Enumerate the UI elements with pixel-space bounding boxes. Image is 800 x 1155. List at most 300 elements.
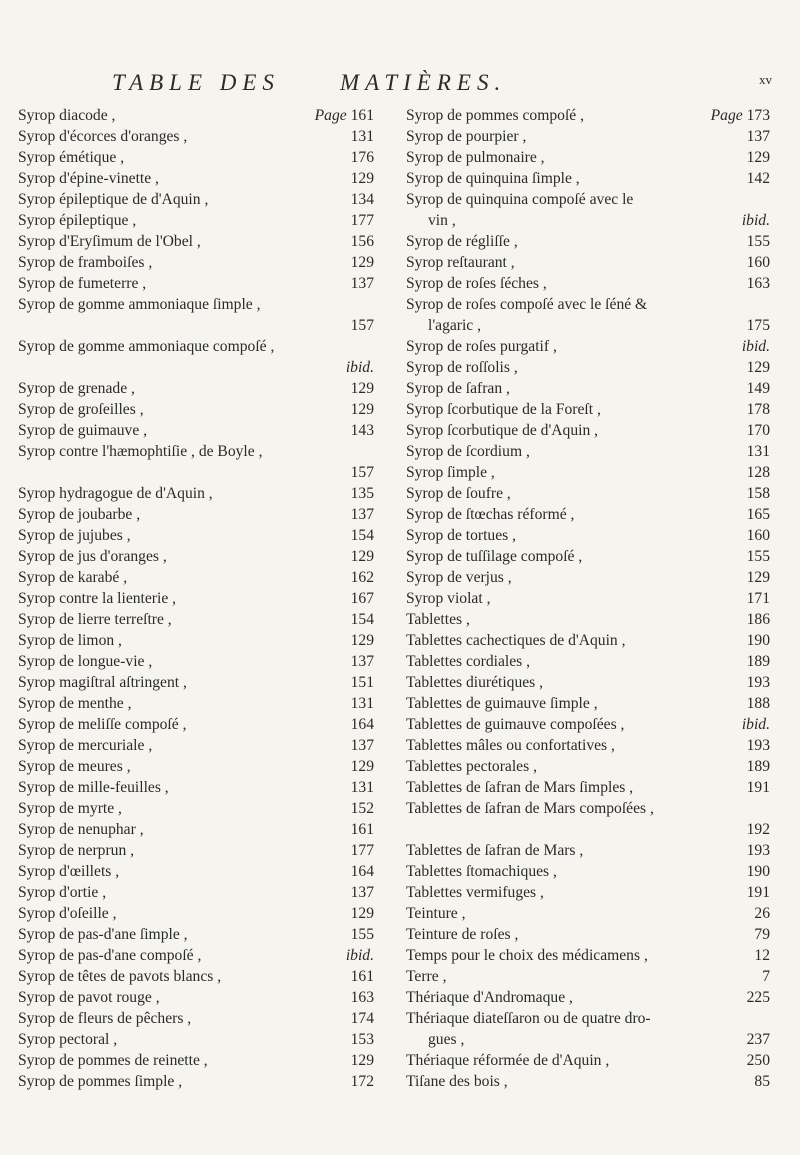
entry-page-group xyxy=(741,672,770,693)
entry-page-group xyxy=(741,462,770,483)
entry-page-group xyxy=(345,399,374,420)
entry-text: Syrop de mercuriale , xyxy=(18,737,153,754)
entry-page: 79 xyxy=(754,926,770,943)
entry-page: 193 xyxy=(746,737,770,754)
entry-page: 189 xyxy=(746,653,770,670)
entry-page: 149 xyxy=(746,380,770,397)
index-entry xyxy=(406,966,770,987)
entry-page-group xyxy=(345,252,374,273)
entry-text: Syrop de tuſſilage compoſé , xyxy=(406,548,583,565)
entry-page-group xyxy=(741,273,770,294)
entry-page-group xyxy=(345,672,374,693)
entry-page-group xyxy=(345,1029,374,1050)
entry-page-line xyxy=(18,315,374,336)
index-entry xyxy=(18,630,374,651)
entry-text: Teinture de roſes , xyxy=(406,926,519,943)
entry-text: Syrop de tortues , xyxy=(406,527,517,544)
entry-page-group xyxy=(741,126,770,147)
index-entry xyxy=(18,147,374,168)
index-entry xyxy=(406,840,770,861)
entry-page: 129 xyxy=(746,359,770,376)
entry-page: 153 xyxy=(350,1031,374,1048)
index-entry xyxy=(18,567,374,588)
entry-page-group xyxy=(345,987,374,1008)
entry-page-group xyxy=(345,609,374,630)
index-column-left xyxy=(18,105,374,1092)
index-entry xyxy=(18,882,374,903)
entry-text: Thériaque réformée de d'Aquin , xyxy=(406,1052,610,1069)
entry-page: 155 xyxy=(350,926,374,943)
entry-text: Tablettes de ſafran de Mars ſimples , xyxy=(406,779,634,796)
index-entry xyxy=(18,105,374,126)
entry-page: 160 xyxy=(746,527,770,544)
entry-page-group xyxy=(345,756,374,777)
entry-text: Tablettes cachectiques de d'Aquin , xyxy=(406,632,626,649)
index-entry xyxy=(406,987,770,1008)
entry-page-line xyxy=(18,357,374,378)
entry-page: 131 xyxy=(746,443,770,460)
entry-text: Syrop de têtes de pavots blancs , xyxy=(18,968,222,985)
header-right: MATIÈRES. xyxy=(340,70,507,95)
entry-page-group xyxy=(741,630,770,651)
entry-page-group xyxy=(741,483,770,504)
entry-text: Syrop de groſeilles , xyxy=(18,401,144,418)
running-header xyxy=(112,70,772,98)
index-entry xyxy=(406,1008,770,1050)
index-entry xyxy=(18,651,374,672)
index-entry xyxy=(406,1050,770,1071)
entry-text: Syrop de nerprun , xyxy=(18,842,135,859)
index-entry xyxy=(18,1008,374,1029)
index-entry xyxy=(406,378,770,399)
entry-page: 7 xyxy=(762,968,770,985)
entry-page-group xyxy=(741,777,770,798)
entry-page-group xyxy=(741,588,770,609)
entry-page-group xyxy=(741,861,770,882)
entry-page-group xyxy=(345,861,374,882)
index-entry xyxy=(18,588,374,609)
entry-text: Syrop de ſafran , xyxy=(406,380,510,397)
entry-text: Syrop de grenade , xyxy=(18,380,135,397)
entry-page: 163 xyxy=(746,275,770,292)
entry-page-group xyxy=(345,630,374,651)
entry-text: Thériaque d'Andromaque , xyxy=(406,989,573,1006)
entry-text: Syrop hydragogue de d'Aquin , xyxy=(18,485,213,502)
entry-text: Syrop pectoral , xyxy=(18,1031,118,1048)
entry-continuation: gues , xyxy=(428,1031,465,1048)
entry-page-group xyxy=(345,231,374,252)
entry-page: 129 xyxy=(350,380,374,397)
entry-text: Syrop de roſes compoſé avec le ſéné & xyxy=(406,296,648,313)
entry-text: Syrop de roſſolis , xyxy=(406,359,518,376)
entry-line xyxy=(406,798,770,819)
entry-page: 137 xyxy=(350,506,374,523)
index-entry xyxy=(406,735,770,756)
index-entry xyxy=(18,189,374,210)
entry-text: Syrop de guimauve , xyxy=(18,422,148,439)
index-entry xyxy=(18,525,374,546)
entry-page: 129 xyxy=(746,569,770,586)
entry-page: 177 xyxy=(350,212,374,229)
index-entry xyxy=(18,399,374,420)
entry-line xyxy=(18,294,374,315)
entry-page: 85 xyxy=(754,1073,770,1090)
entry-page-group xyxy=(345,777,374,798)
index-entry xyxy=(18,168,374,189)
entry-page-group xyxy=(345,903,374,924)
index-entry xyxy=(18,987,374,1008)
index-entry xyxy=(18,1071,374,1092)
entry-text: Syrop ſcorbutique de la Foreſt , xyxy=(406,401,601,418)
entry-page: 163 xyxy=(350,989,374,1006)
entry-page: 137 xyxy=(350,737,374,754)
index-entry xyxy=(406,861,770,882)
entry-text: Syrop de pas-d'ane ſimple , xyxy=(18,926,188,943)
entry-text: Syrop de pommes compoſé , xyxy=(406,107,585,124)
entry-page-group xyxy=(741,504,770,525)
index-entry xyxy=(406,714,770,735)
entry-page-group xyxy=(345,210,374,231)
index-entry xyxy=(18,924,374,945)
entry-page-group xyxy=(345,1050,374,1071)
entry-page: 176 xyxy=(350,149,374,166)
entry-page: 137 xyxy=(350,275,374,292)
entry-page-group xyxy=(741,168,770,189)
entry-page-line xyxy=(18,462,374,483)
entry-page-group xyxy=(741,147,770,168)
entry-page-group xyxy=(345,504,374,525)
entry-page: 164 xyxy=(350,716,374,733)
entry-text: Syrop magiſtral aſtringent , xyxy=(18,674,187,691)
index-entry xyxy=(18,840,374,861)
entry-page-group xyxy=(345,693,374,714)
entry-page-group xyxy=(748,945,770,966)
index-entry xyxy=(406,231,770,252)
entry-text: Syrop de longue-vie , xyxy=(18,653,153,670)
index-entry xyxy=(406,294,770,336)
entry-text: Teinture , xyxy=(406,905,466,922)
index-entry xyxy=(406,189,770,231)
entry-page: 158 xyxy=(746,485,770,502)
entry-text: Syrop de pourpier , xyxy=(406,128,527,145)
index-entry xyxy=(18,210,374,231)
entry-text: Syrop d'oſeille , xyxy=(18,905,117,922)
entry-page: 161 xyxy=(350,968,374,985)
entry-page: 137 xyxy=(350,884,374,901)
entry-text: Syrop de ſcordium , xyxy=(406,443,530,460)
index-entry xyxy=(18,1029,374,1050)
entry-text: Syrop ſcorbutique de d'Aquin , xyxy=(406,422,599,439)
index-entry xyxy=(18,903,374,924)
entry-page: 128 xyxy=(746,464,770,481)
entry-text: Syrop de gomme ammoniaque compoſé , xyxy=(18,338,275,355)
entry-text: Tablettes de ſafran de Mars , xyxy=(406,842,584,859)
entry-page-group xyxy=(741,735,770,756)
entry-page: 129 xyxy=(746,149,770,166)
entry-line xyxy=(406,210,770,231)
entry-page-group xyxy=(345,525,374,546)
entry-text: Syrop de verjus , xyxy=(406,569,512,586)
entry-page-group xyxy=(741,252,770,273)
entry-text: Syrop ſimple , xyxy=(406,464,495,481)
entry-page-group xyxy=(748,924,770,945)
entry-page: 129 xyxy=(350,632,374,649)
entry-text: Syrop d'épine-vinette , xyxy=(18,170,159,187)
entry-text: Syrop de lierre terreſtre , xyxy=(18,611,172,628)
entry-page: 191 xyxy=(746,779,770,796)
index-entry xyxy=(406,1071,770,1092)
header-left: TABLE DES xyxy=(112,70,280,95)
entry-continuation: vin , xyxy=(428,212,456,229)
entry-page-group xyxy=(705,105,770,126)
entry-text: Syrop contre l'hæmophtiſie , de Boyle , xyxy=(18,443,263,460)
entry-text: Syrop de ſoufre , xyxy=(406,485,511,502)
index-entry xyxy=(406,609,770,630)
entry-page-group xyxy=(748,1071,770,1092)
entry-page: 129 xyxy=(350,905,374,922)
entry-page: 129 xyxy=(350,254,374,271)
entry-page: 171 xyxy=(746,590,770,607)
entry-text: Syrop épileptique , xyxy=(18,212,137,229)
entry-text: Tablettes mâles ou confortatives , xyxy=(406,737,615,754)
entry-page-group xyxy=(345,546,374,567)
index-entry xyxy=(406,756,770,777)
entry-text: Tablettes , xyxy=(406,611,470,628)
index-entry xyxy=(406,924,770,945)
entry-page: ibid. xyxy=(345,359,374,376)
entry-page-group xyxy=(345,651,374,672)
entry-text: Tablettes ſtomachiques , xyxy=(406,863,557,880)
entry-page: 154 xyxy=(350,527,374,544)
entry-text: Syrop d'ortie , xyxy=(18,884,107,901)
entry-page: 160 xyxy=(746,254,770,271)
entry-text: Syrop de quinquina compoſé avec le xyxy=(406,191,634,208)
index-entry xyxy=(18,336,374,378)
entry-page: 154 xyxy=(350,611,374,628)
index-entry xyxy=(18,420,374,441)
index-entry xyxy=(406,483,770,504)
entry-page-group xyxy=(345,588,374,609)
entry-page: 26 xyxy=(754,905,770,922)
entry-text: Syrop de pulmonaire , xyxy=(406,149,545,166)
entry-page: 189 xyxy=(746,758,770,775)
entry-page: 173 xyxy=(746,107,770,124)
index-entry xyxy=(406,252,770,273)
entry-continuation: l'agaric , xyxy=(428,317,482,334)
entry-page: 192 xyxy=(746,821,770,838)
index-entry xyxy=(406,504,770,525)
entry-page-group xyxy=(741,525,770,546)
entry-line xyxy=(406,1029,770,1050)
entry-page-group xyxy=(741,420,770,441)
entry-text: Syrop d'œillets , xyxy=(18,863,120,880)
index-entry xyxy=(18,735,374,756)
entry-page: 151 xyxy=(350,674,374,691)
entry-page-group xyxy=(345,378,374,399)
index-entry xyxy=(18,861,374,882)
entry-text: Syrop de pommes de reinette , xyxy=(18,1052,208,1069)
entry-page: ibid. xyxy=(741,212,770,229)
entry-page: 190 xyxy=(746,632,770,649)
entry-page: 143 xyxy=(350,422,374,439)
entry-text: Syrop de fumeterre , xyxy=(18,275,147,292)
entry-page: 188 xyxy=(746,695,770,712)
index-entry xyxy=(18,231,374,252)
entry-text: Syrop de menthe , xyxy=(18,695,132,712)
entry-page-group xyxy=(741,840,770,861)
index-entry xyxy=(18,819,374,840)
entry-page: 162 xyxy=(350,569,374,586)
entry-page-group xyxy=(736,714,770,735)
index-entry xyxy=(406,273,770,294)
index-entry xyxy=(406,168,770,189)
entry-page: 175 xyxy=(746,317,770,334)
index-entry xyxy=(18,483,374,504)
entry-text: Syrop épileptique de d'Aquin , xyxy=(18,191,209,208)
entry-text: Syrop de limon , xyxy=(18,632,122,649)
entry-page-group xyxy=(741,399,770,420)
entry-text: Syrop de meliſſe compoſé , xyxy=(18,716,187,733)
entry-page: 156 xyxy=(350,233,374,250)
entry-text: Tablettes de guimauve ſimple , xyxy=(406,695,598,712)
index-entry xyxy=(406,147,770,168)
entry-page: 137 xyxy=(746,128,770,145)
index-entry xyxy=(18,546,374,567)
index-entry xyxy=(406,672,770,693)
index-entry xyxy=(18,756,374,777)
entry-page: 131 xyxy=(350,128,374,145)
entry-text: Syrop d'Eryſimum de l'Obel , xyxy=(18,233,201,250)
entry-text: Tiſane des bois , xyxy=(406,1073,508,1090)
entry-page-group xyxy=(741,441,770,462)
entry-text: Syrop de quinquina ſimple , xyxy=(406,170,580,187)
entry-text: Syrop diacode , xyxy=(18,107,116,124)
entry-page-group xyxy=(741,378,770,399)
index-entry xyxy=(406,567,770,588)
index-entry xyxy=(406,588,770,609)
entry-page-group xyxy=(345,819,374,840)
entry-page: 129 xyxy=(350,170,374,187)
entry-page: ibid. xyxy=(345,947,374,964)
entry-page-group xyxy=(741,693,770,714)
index-entry xyxy=(406,903,770,924)
entry-page-group xyxy=(345,882,374,903)
entry-text: Temps pour le choix des médicamens , xyxy=(406,947,648,964)
index-entry xyxy=(18,945,374,966)
entry-page: 131 xyxy=(350,779,374,796)
index-entry xyxy=(406,420,770,441)
entry-text: Tablettes de ſafran de Mars compoſées , xyxy=(406,800,654,817)
entry-page-group xyxy=(741,882,770,903)
entry-page: 170 xyxy=(746,422,770,439)
entry-page: 167 xyxy=(350,590,374,607)
index-entry xyxy=(18,798,374,819)
entry-page-group xyxy=(748,903,770,924)
index-entry xyxy=(18,672,374,693)
entry-page-group xyxy=(340,945,374,966)
entry-text: Syrop de pommes ſimple , xyxy=(18,1073,183,1090)
entry-page: 157 xyxy=(350,317,374,334)
entry-page-group xyxy=(741,1050,770,1071)
entry-page: 129 xyxy=(350,548,374,565)
index-entry xyxy=(406,462,770,483)
index-entry xyxy=(18,609,374,630)
index-entry xyxy=(406,693,770,714)
entry-page: 135 xyxy=(350,485,374,502)
entry-page-group xyxy=(741,756,770,777)
index-entry xyxy=(406,525,770,546)
index-entry xyxy=(18,273,374,294)
entry-text: Syrop de jujubes , xyxy=(18,527,131,544)
entry-line xyxy=(18,336,374,357)
entry-page-group xyxy=(345,420,374,441)
entry-text: Syrop de joubarbe , xyxy=(18,506,141,523)
index-entry xyxy=(18,378,374,399)
entry-page: 129 xyxy=(350,1052,374,1069)
entry-page-group xyxy=(741,546,770,567)
entry-page: 137 xyxy=(350,653,374,670)
entry-page: 225 xyxy=(746,989,770,1006)
entry-page: 155 xyxy=(746,233,770,250)
entry-text: Syrop de pas-d'ane compoſé , xyxy=(18,947,202,964)
entry-page-group xyxy=(741,987,770,1008)
entry-page-group xyxy=(345,840,374,861)
entry-text: Syrop de myrte , xyxy=(18,800,122,817)
entry-page: 191 xyxy=(746,884,770,901)
entry-page-group xyxy=(309,105,374,126)
index-entry xyxy=(406,399,770,420)
entry-text: Syrop de pavot rouge , xyxy=(18,989,160,1006)
index-entry xyxy=(406,105,770,126)
entry-text: Syrop de jus d'oranges , xyxy=(18,548,167,565)
entry-page-group xyxy=(345,273,374,294)
entry-page-group xyxy=(345,168,374,189)
entry-page: 174 xyxy=(350,1010,374,1027)
entry-page: 237 xyxy=(746,1031,770,1048)
entry-line xyxy=(18,441,374,462)
entry-text: Syrop de roſes ſéches , xyxy=(406,275,547,292)
entry-page-group xyxy=(736,336,770,357)
entry-text: Syrop de framboiſes , xyxy=(18,254,153,271)
entry-page-group xyxy=(345,966,374,987)
entry-text: Tablettes vermifuges , xyxy=(406,884,544,901)
entry-page-group xyxy=(345,924,374,945)
entry-page-group xyxy=(345,735,374,756)
entry-page-group xyxy=(741,651,770,672)
entry-page: 155 xyxy=(746,548,770,565)
entry-page: 142 xyxy=(746,170,770,187)
entry-page-group xyxy=(345,147,374,168)
index-entry xyxy=(406,777,770,798)
entry-page-group xyxy=(345,1071,374,1092)
entry-text: Tablettes de guimauve compoſées , xyxy=(406,716,625,733)
page-number: xv xyxy=(759,72,772,87)
index-entry xyxy=(406,882,770,903)
entry-page: 134 xyxy=(350,191,374,208)
entry-page: 250 xyxy=(746,1052,770,1069)
index-entry xyxy=(406,441,770,462)
entry-page-group xyxy=(345,567,374,588)
entry-page-group xyxy=(741,567,770,588)
entry-page: 186 xyxy=(746,611,770,628)
index-entry xyxy=(18,126,374,147)
index-entry xyxy=(18,294,374,336)
entry-page: 157 xyxy=(350,464,374,481)
index-entry xyxy=(406,357,770,378)
entry-text: Syrop d'écorces d'oranges , xyxy=(18,128,188,145)
entry-page: 129 xyxy=(350,401,374,418)
index-entry xyxy=(18,693,374,714)
